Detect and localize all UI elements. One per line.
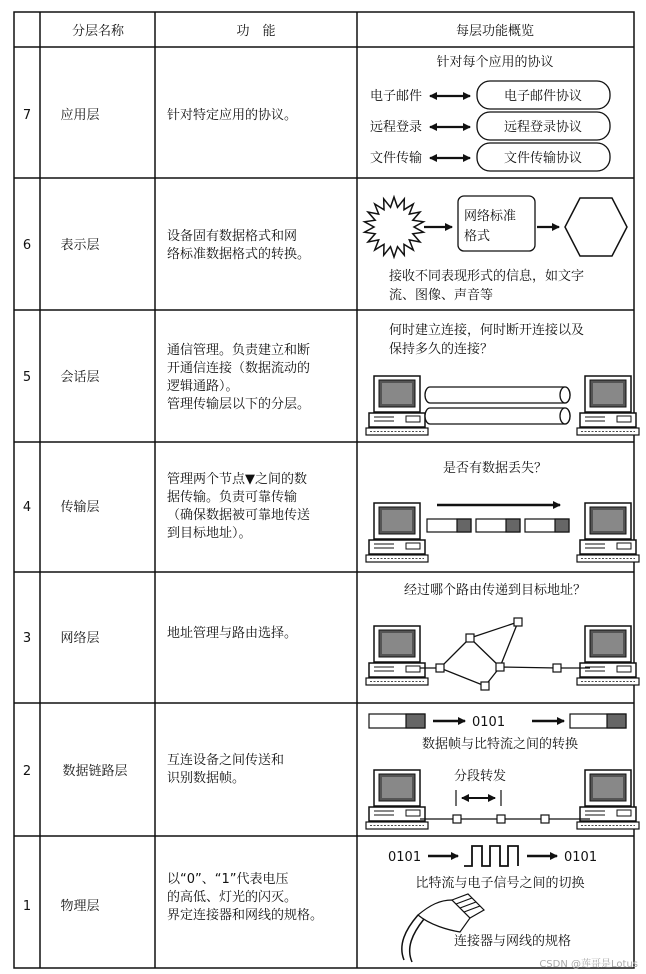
header-name: 分层名称 (71, 24, 125, 39)
row6-caption-line1: 接收不同表现形式的信息，如文字 (389, 269, 585, 284)
computer-icon (366, 626, 428, 685)
row2-function-line2: 识别数据帧。 (167, 771, 246, 786)
row7-overview-title: 针对每个应用的协议 (436, 55, 554, 70)
row6-name: 表示层 (60, 238, 100, 253)
hexagon-shape (565, 198, 627, 256)
row4-number: 4 (22, 500, 32, 515)
computer-icon (577, 376, 639, 435)
header-function: 功 能 (236, 24, 276, 39)
row5-function-line3: 逻辑通路）。 (167, 379, 239, 394)
header-overview: 每层功能概览 (455, 24, 535, 39)
row7-overview (370, 54, 610, 171)
computer-icon (366, 770, 428, 829)
row7-number: 7 (22, 108, 32, 123)
computer-icon (366, 503, 428, 562)
computer-icon (366, 376, 428, 435)
router-node (496, 663, 504, 671)
router-node (553, 664, 561, 672)
row4-name: 传输层 (60, 500, 100, 515)
data-segment (427, 519, 471, 532)
row6-number: 6 (22, 238, 32, 253)
row7-name: 应用层 (60, 108, 100, 123)
row1-function-line1: 以“0”、“1”代表电压 (167, 872, 289, 887)
row3-name: 网络层 (60, 631, 100, 646)
row5-name: 会话层 (60, 370, 100, 385)
row1-function-line3: 界定连接器和网线的规格。 (167, 908, 324, 923)
computer-icon (577, 626, 639, 685)
app-file-protocol: 文件传输协议 (503, 151, 583, 166)
router-node (481, 682, 489, 690)
watermark: CSDN @莲哥是Lotus (539, 959, 638, 970)
data-segment (476, 519, 520, 532)
app-email-protocol: 电子邮件协议 (503, 89, 583, 104)
connection-pipe-bottom (425, 408, 570, 424)
router-node (514, 618, 522, 626)
row5-number: 5 (22, 370, 32, 385)
row5-function-line2: 开通信连接（数据流动的 (167, 361, 311, 376)
row1-caption: 比特流与电子信号之间的切换 (415, 876, 585, 891)
row5-function-line4: 管理传输层以下的分层。 (167, 397, 311, 412)
data-frame (369, 714, 425, 728)
data-frame (570, 714, 626, 728)
rj45-connector-icon (402, 894, 484, 962)
router-links (420, 622, 590, 686)
row5-function-line1: 通信管理。负责建立和断 (167, 343, 311, 358)
starburst-shape (365, 197, 424, 257)
row6-caption-line2: 流、图像、声音等 (389, 288, 494, 303)
row7-function-line1: 针对特定应用的协议。 (167, 108, 298, 123)
row2-name: 数据链路层 (62, 764, 128, 779)
row2-overview (366, 714, 639, 829)
connector-caption: 连接器与网线的规格 (454, 934, 572, 949)
row5-caption-line2: 保持多久的连接？ (389, 342, 494, 357)
row3-overview (366, 582, 639, 690)
row2-number: 2 (22, 764, 32, 779)
data-segment (525, 519, 569, 532)
square-wave-signal (464, 846, 518, 866)
segment-forward-label: 分段转发 (453, 769, 507, 784)
row3-caption: 经过哪个路由传递到目标地址？ (403, 583, 587, 598)
format-box-line1: 网络标准 (464, 209, 517, 224)
row4-function-line4: 到目标地址）。 (167, 526, 252, 541)
row1-bits-left: 0101 (388, 850, 422, 865)
app-remote-protocol: 远程登录协议 (503, 120, 583, 135)
row2-caption: 数据帧与比特流之间的转换 (421, 737, 579, 752)
row2-bits: 0101 (472, 715, 506, 730)
row4-overview (366, 460, 639, 562)
app-remote-label: 远程登录 (370, 120, 423, 135)
row1-function-line2: 的高低、灯光的闪灭。 (167, 890, 298, 905)
row6-function-line1: 设备固有数据格式和网 (167, 229, 298, 244)
row4-caption: 是否有数据丢失？ (442, 461, 548, 476)
row5-caption-line1: 何时建立连接，何时断开连接以及 (389, 323, 585, 338)
connection-pipe-top (425, 387, 570, 403)
computer-icon (577, 503, 639, 562)
row5-overview (366, 322, 639, 435)
router-node (466, 634, 474, 642)
row1-bits-right: 0101 (564, 850, 598, 865)
row1-name: 物理层 (60, 899, 100, 914)
row4-function-line1: 管理两个节点▼之间的数 (167, 472, 307, 487)
row4-function-line3: （确保数据被可靠地传送 (167, 508, 311, 523)
row4-function-line2: 据传输。负责可靠传输 (167, 490, 298, 505)
row6-overview (365, 196, 628, 303)
row2-function-line1: 互连设备之间传送和 (167, 753, 285, 768)
app-file-label: 文件传输 (370, 151, 423, 166)
row3-function-line1: 地址管理与路由选择。 (167, 626, 298, 641)
row1-overview (388, 846, 597, 962)
switch-node (541, 815, 549, 823)
row6-function-line2: 络标准数据格式的转换。 (167, 247, 311, 262)
router-node (436, 664, 444, 672)
switch-node (453, 815, 461, 823)
row3-number: 3 (22, 631, 32, 646)
app-email-label: 电子邮件 (370, 89, 423, 104)
format-box-line2: 格式 (464, 229, 491, 244)
row1-number: 1 (22, 899, 32, 914)
switch-node (497, 815, 505, 823)
computer-icon (577, 770, 639, 829)
